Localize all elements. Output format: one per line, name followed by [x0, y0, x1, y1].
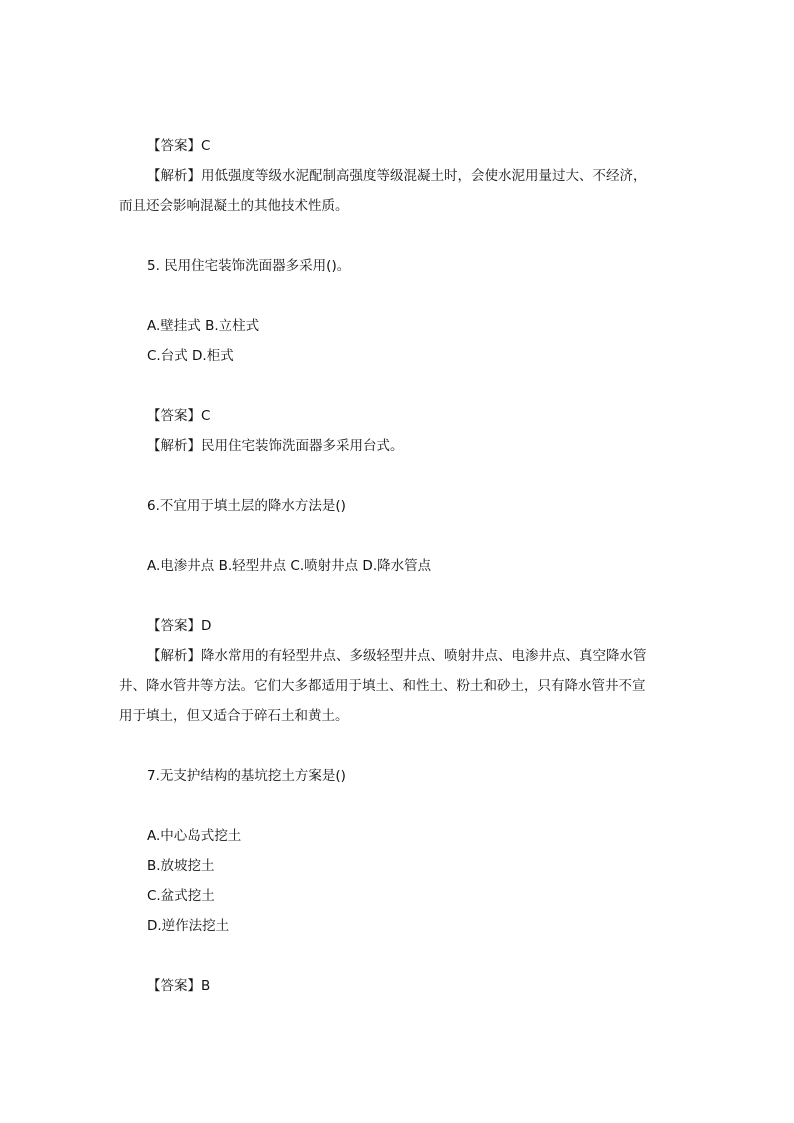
question-6: 6.不宜用于填土层的降水方法是()	[147, 498, 346, 514]
option-line: C.台式 D.柜式	[147, 348, 234, 364]
analysis-line: 井、降水管井等方法。它们大多都适用于填土、和性土、粉土和砂土，只有降水管井不宣	[119, 678, 646, 694]
option-a: A.中心岛式挖土	[147, 828, 242, 844]
option-b: B.放坡挖土	[147, 858, 215, 874]
analysis-line: 【解析】民用住宅装饰洗面器多采用台式。	[147, 438, 404, 454]
option-d: D.逆作法挖土	[147, 918, 230, 934]
option-c: C.盆式挖土	[147, 888, 215, 904]
analysis-line: 【解析】用低强度等级水泥配制高强度等级混凝土时，会使水泥用量过大、不经济，	[147, 168, 647, 184]
question-5: 5. 民用住宅装饰洗面器多采用()。	[147, 258, 351, 274]
option-line: A.壁挂式 B.立柱式	[147, 318, 260, 334]
answer-line: 【答案】B	[147, 978, 211, 994]
analysis-line: 用于填土，但又适合于碎石土和黄土。	[119, 708, 349, 724]
analysis-line: 而且还会影响混凝土的其他技术性质。	[119, 198, 349, 214]
answer-line: 【答案】C	[147, 408, 211, 424]
option-line: A.电渗井点 B.轻型井点 C.喷射井点 D.降水管点	[147, 558, 432, 574]
analysis-line: 【解析】降水常用的有轻型井点、多级轻型井点、喷射井点、电渗井点、真空降水管	[147, 648, 647, 664]
answer-line: 【答案】C	[147, 138, 211, 154]
question-7: 7.无支护结构的基坑挖土方案是()	[147, 768, 346, 784]
answer-line: 【答案】D	[147, 618, 212, 634]
